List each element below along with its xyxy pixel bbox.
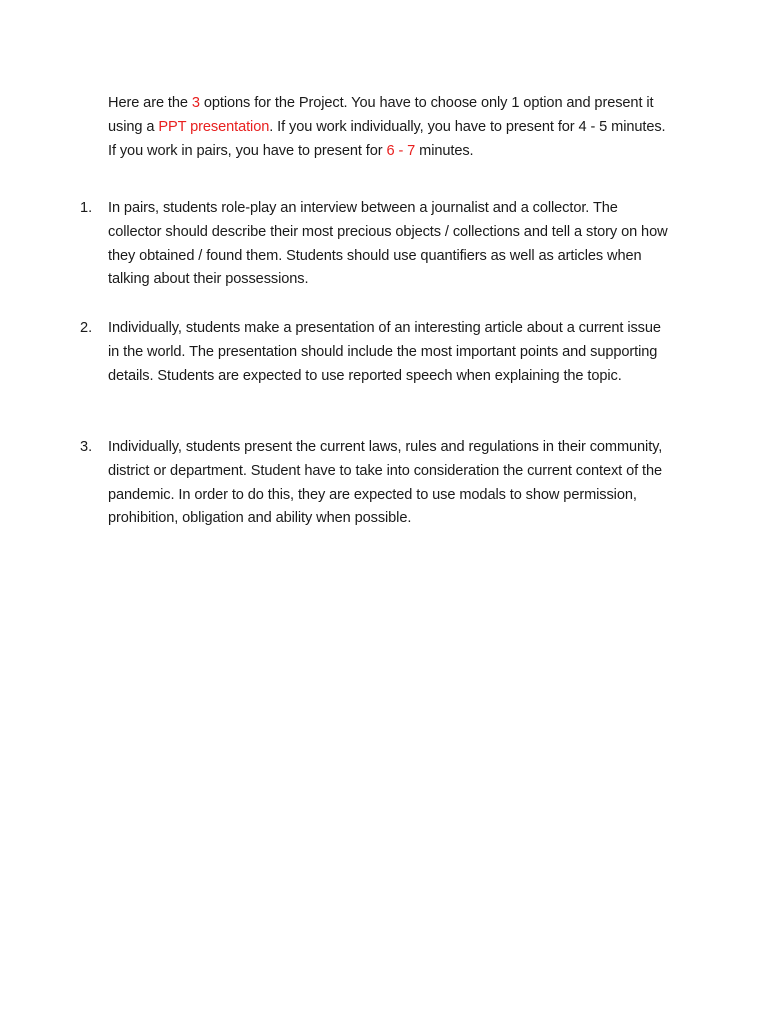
list-item-number: 1. bbox=[80, 200, 93, 216]
intro-text-2: options for the Project. You have to choose only 1 option and present it using a bbox=[108, 95, 654, 135]
list-item-text: In pairs, students role-play an interview between a journalist and a collector. The collector should describe their most precious objects / collections and tell a story on how they obtained / found them. Students should use quantifiers as well as articles when talking about their possessions. bbox=[108, 200, 668, 288]
list-item-text: Individually, students present the current laws, rules and regulations in their community, district or department. Student have to take into consideration the current context of the pandemic. In order to do this, they are expected to use modals to show permission, prohibition, obligation and ability when possible. bbox=[108, 439, 663, 527]
option-count: 3 bbox=[191, 95, 200, 111]
ppt-highlight: PPT presentation bbox=[158, 118, 270, 135]
intro-text-1: Here are the bbox=[108, 95, 192, 111]
intro-text-3: . If you work individually, you have to present for 4 - 5 minutes. If you work in pairs, you have to present for bbox=[108, 118, 666, 159]
intro-text-4: minutes. bbox=[415, 142, 474, 159]
intro-paragraph bbox=[108, 92, 668, 163]
list-item-number: 3. bbox=[80, 439, 93, 455]
list-item-number: 2. bbox=[80, 320, 93, 336]
pair-time-highlight: 6 - 7 bbox=[386, 142, 416, 159]
list-item-text: Individually, students make a presentation of an interesting article about a current issue in the world. The presentation should include the most important points and supporting details. Students are expected to use reported speech when explaining the topic. bbox=[108, 320, 661, 384]
